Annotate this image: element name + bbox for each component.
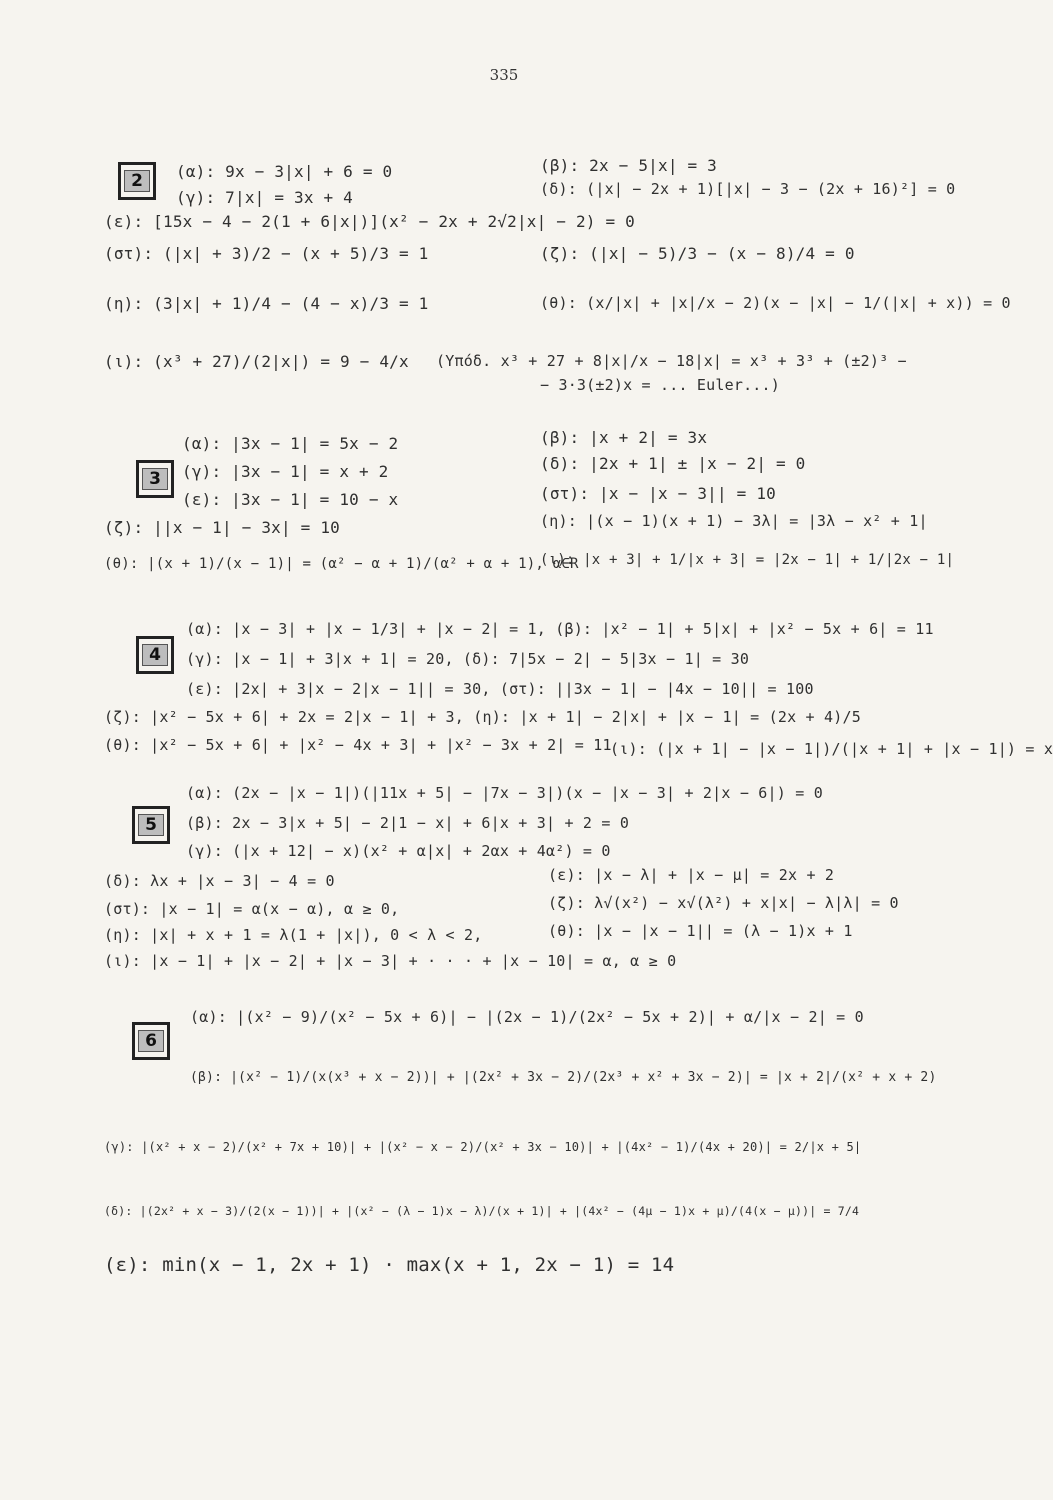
equation-line: (δ): |2x + 1| ± |x − 2| = 0 [540, 454, 806, 473]
equation-line: (στ): (|x| + 3)/2 − (x + 5)/3 = 1 [104, 244, 429, 263]
equation-line: (ε): |3x − 1| = 10 − x [182, 490, 399, 509]
equation-line: (ζ): λ√(x²) − x√(λ²) + x|x| − λ|λ| = 0 [548, 894, 899, 912]
equation-line: (ι): |x − 1| + |x − 2| + |x − 3| + · · · + |x − 10| = α, α ≥ 0 [104, 952, 677, 970]
equation-line: (Υπόδ. x³ + 27 + 8|x|/x − 18|x| = x³ + 3³ + (±2)³ − [436, 352, 907, 370]
section-number: 4 [142, 644, 168, 666]
equation-line: (ι): |x + 3| + 1/|x + 3| = |2x − 1| + 1/|2x − 1| [540, 552, 955, 568]
equation-line: (ζ): |x² − 5x + 6| + 2x = 2|x − 1| + 3, (η): |x + 1| − 2|x| + |x − 1| = (2x + 4)/5 [104, 708, 861, 726]
equation-line: (α): |(x² − 9)/(x² − 5x + 6)| − |(2x − 1)/(2x² − 5x + 2)| + α/|x − 2| = 0 [190, 1008, 864, 1026]
section-number: 2 [124, 170, 150, 192]
equation-line: (ζ): ||x − 1| − 3x| = 10 [104, 518, 340, 537]
equation-line: (ζ): (|x| − 5)/3 − (x − 8)/4 = 0 [540, 244, 855, 263]
equation-line: (α): 9x − 3|x| + 6 = 0 [176, 162, 393, 181]
section-number-box [132, 1022, 170, 1060]
equation-line: (β): |x + 2| = 3x [540, 428, 708, 447]
equation-line: (η): |x| + x + 1 = λ(1 + |x|), 0 < λ < 2, [104, 926, 483, 944]
equation-line: (ε): |2x| + 3|x − 2|x − 1|| = 30, (στ): ||3x − 1| − |4x − 10|| = 100 [186, 680, 814, 698]
equation-line: (α): (2x − |x − 1|)(|11x + 5| − |7x − 3|)(x − |x − 3| + 2|x − 6|) = 0 [186, 784, 823, 802]
equation-line: − 3·3(±2)x = ... Euler...) [540, 376, 780, 394]
equation-line: (γ): |x − 1| + 3|x + 1| = 20, (δ): 7|5x − 2| − 5|3x − 1| = 30 [186, 650, 750, 668]
equation-line: (θ): |x − |x − 1|| = (λ − 1)x + 1 [548, 922, 853, 940]
equation-line: (ε): min(x − 1, 2x + 1) · max(x + 1, 2x − 1) = 14 [104, 1254, 675, 1276]
section-number-box [136, 636, 174, 674]
equation-line: (ι): (|x + 1| − |x − 1|)/(|x + 1| + |x − 1|) = x [610, 740, 1053, 758]
section-number-box [118, 162, 156, 200]
equation-line: (ε): |x − λ| + |x − μ| = 2x + 2 [548, 866, 835, 884]
section-number-box [132, 806, 170, 844]
equation-line: (δ): (|x| − 2x + 1)[|x| − 3 − (2x + 16)²] = 0 [540, 180, 956, 198]
section-number: 6 [138, 1030, 164, 1052]
equation-line: (θ): |x² − 5x + 6| + |x² − 4x + 3| + |x² − 3x + 2| = 11 [104, 736, 612, 754]
page-number: 335 [489, 66, 519, 84]
equation-line: (η): (3|x| + 1)/4 − (4 − x)/3 = 1 [104, 294, 429, 313]
equation-line: (γ): |(x² + x − 2)/(x² + 7x + 10)| + |(x² − x − 2)/(x² + 3x − 10)| + |(4x² − 1)/(4x + 20)| = 2/|x + 5| [104, 1140, 862, 1154]
section-number-box [136, 460, 174, 498]
equation-line: (β): 2x − 5|x| = 3 [540, 156, 717, 175]
equation-line: (γ): (|x + 12| − x)(x² + α|x| + 2αx + 4α²) = 0 [186, 842, 611, 860]
section-number: 3 [142, 468, 168, 490]
equation-line: (στ): |x − 1| = α(x − α), α ≥ 0, [104, 900, 400, 918]
equation-line: (ι): (x³ + 27)/(2|x|) = 9 − 4/x [104, 352, 409, 371]
equation-line: (α): |x − 3| + |x − 1/3| + |x − 2| = 1, (β): |x² − 1| + 5|x| + |x² − 5x + 6| = 11 [186, 620, 934, 638]
equation-line: (θ): |(x + 1)/(x − 1)| = (α² − α + 1)/(α² + α + 1), α∈R [104, 556, 579, 572]
equation-line: (η): |(x − 1)(x + 1) − 3λ| = |3λ − x² + 1| [540, 512, 928, 530]
equation-line: (ε): [15x − 4 − 2(1 + 6|x|)](x² − 2x + 2√2|x| − 2) = 0 [104, 212, 635, 231]
equation-line: (α): |3x − 1| = 5x − 2 [182, 434, 399, 453]
section-number: 5 [138, 814, 164, 836]
equation-line: (γ): 7|x| = 3x + 4 [176, 188, 353, 207]
equation-line: (δ): λx + |x − 3| − 4 = 0 [104, 872, 335, 890]
equation-line: (γ): |3x − 1| = x + 2 [182, 462, 389, 481]
equation-line: (δ): |(2x² + x − 3)/(2(x − 1))| + |(x² − (λ − 1)x − λ)/(x + 1)| + |(4x² − (4μ − 1)x + μ)/(4(x − μ))| = 7/4 [104, 1204, 860, 1218]
equation-line: (στ): |x − |x − 3|| = 10 [540, 484, 776, 503]
equation-line: (θ): (x/|x| + |x|/x − 2)(x − |x| − 1/(|x| + x)) = 0 [540, 294, 1011, 312]
equation-line: (β): |(x² − 1)/(x(x³ + x − 2))| + |(2x² + 3x − 2)/(2x³ + x² + 3x − 2)| = |x + 2|/(x² + x + 2) [190, 1070, 937, 1085]
equation-line: (β): 2x − 3|x + 5| − 2|1 − x| + 6|x + 3| + 2 = 0 [186, 814, 630, 832]
